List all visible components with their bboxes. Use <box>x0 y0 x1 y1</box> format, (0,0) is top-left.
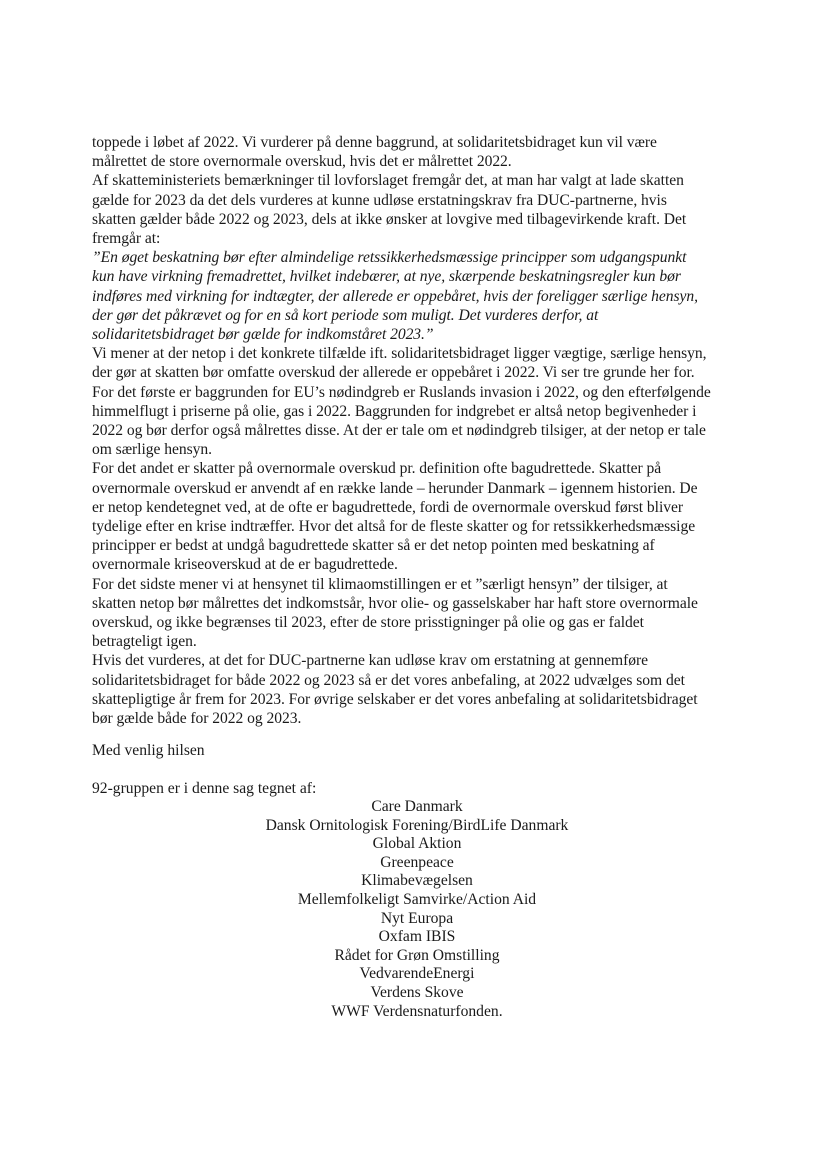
body-line: skattepligtige år frem for 2023. For øvrige selskaber er det vores anbefaling at solidaritetsbidraget <box>92 690 698 708</box>
body-line: der gør at skatten bør omfatte overskud der allerede er oppebåret i 2022. Vi ser tre grunde her for. <box>92 364 695 382</box>
quote-line: ”En øget beskatning bør efter almindelige retssikkerhedsmæssige principper som udgangspunkt <box>92 249 687 267</box>
body-line: overnormale overskud er anvendt af en række lande – herunder Danmark – igennem historien. De <box>92 479 698 497</box>
body-line: Hvis det vurderes, at det for DUC-partnerne kan udløse krav om erstatning at gennemføre <box>92 652 648 670</box>
organization-name: Klimabevægelsen <box>361 872 473 890</box>
body-line: Vi mener at der netop i det konkrete tilfælde ift. solidaritetsbidraget ligger vægtige, særlige hensyn, <box>92 345 707 363</box>
body-line: gælde for 2023 da det dels vurderes at kunne udløse erstatningskrav fra DUC-partnerne, hvis <box>92 191 667 209</box>
body-line: skatten gælder både 2022 og 2023, dels at ikke ønsker at lovgive med tilbagevirkende kraft. Det <box>92 210 687 228</box>
quote-line: indføres med virkning for indtægter, der allerede er oppebåret, hvis der foreligger særlige hensyn, <box>92 287 699 305</box>
quote-line: kun have virkning fremadrettet, hvilket indebærer, at nye, skærpende beskatningsregler kun bør <box>92 268 681 286</box>
body-line: For det sidste mener vi at hensynet til klimaomstillingen er et ”særligt hensyn” der tilsiger, at <box>92 575 668 593</box>
body-line: skatten netop bør målrettes det indkomstsår, hvor olie- og gasselskaber har haft store overnormale <box>92 594 698 612</box>
body-line: overskud, og ikke begrænses til 2023, efter de store prisstigninger på olie og gas er faldet <box>92 614 644 632</box>
organization-name: Verdens Skove <box>370 983 464 1001</box>
body-line: toppede i løbet af 2022. Vi vurderer på denne baggrund, at solidaritetsbidraget kun vil være <box>92 134 657 151</box>
closing-salutation: Med venlig hilsen <box>92 742 205 759</box>
body-line: 2022 og bør derfor også målrettes disse. At der er tale om et nødindgreb tilsiger, at der netop er tale <box>92 422 706 440</box>
organization-name: Oxfam IBIS <box>378 928 456 946</box>
letter-body <box>92 133 742 728</box>
organization-name: Global Aktion <box>372 835 462 853</box>
body-line: solidaritetsbidraget for både 2022 og 2023 så er det vores anbefaling, at 2022 udvælges som det <box>92 671 685 689</box>
body-line: målrettet de store overnormale overskud, hvis det er målrettet 2022. <box>92 153 512 171</box>
organization-name: VedvarendeEnergi <box>359 965 475 983</box>
organization-name: WWF Verdensnaturfonden. <box>331 1002 503 1020</box>
quote-line: solidaritetsbidraget bør gælde for indkomståret 2023.” <box>92 326 434 344</box>
body-line: For det andet er skatter på overnormale overskud pr. definition ofte bagudrettede. Skatter på <box>92 460 662 478</box>
organization-name: Nyt Europa <box>380 909 454 927</box>
body-line: tydelige efter en krise indtræffer. Hvor det altså for de fleste skatter og for retssikkerhedsmæssige <box>92 518 696 536</box>
organization-name: Care Danmark <box>371 798 463 815</box>
body-line: principper er bedst at undgå bagudrettede skatter så er det netop pointen med beskatning af <box>92 537 655 555</box>
body-line: betragteligt igen. <box>92 633 197 651</box>
signatories-intro: 92-gruppen er i denne sag tegnet af: <box>92 780 317 797</box>
organization-name: Rådet for Grøn Omstilling <box>334 946 500 964</box>
body-line: er netop kendetegnet ved, at de ofte er bagudrettede, fordi de overnormale overskud først bliver <box>92 498 683 516</box>
quote-line: der gør det påkrævet og for en så kort periode som muligt. Det vurderes derfor, at <box>92 306 599 324</box>
organization-name: Dansk Ornitologisk Forening/BirdLife Danmark <box>265 816 569 834</box>
body-line: overnormale kriseoverskud at de er bagudrettede. <box>92 556 398 574</box>
body-line: himmelflugt i priserne på olie, gas i 2022. Baggrunden for indgrebet er altså netop begivenheder i <box>92 402 697 420</box>
organization-list <box>92 798 742 1021</box>
body-line: For det første er baggrunden for EU’s nødindgreb er Ruslands invasion i 2022, og den efterfølgende <box>92 383 711 401</box>
body-line: Af skatteministeriets bemærkninger til lovforslaget fremgår det, at man har valgt at lade skatten <box>92 172 684 190</box>
body-line: fremgår at: <box>92 230 161 248</box>
organization-name: Mellemfolkeligt Samvirke/Action Aid <box>297 890 537 908</box>
body-line: om særlige hensyn. <box>92 441 212 459</box>
body-line: bør gælde både for 2022 og 2023. <box>92 710 302 728</box>
organization-name: Greenpeace <box>380 853 454 871</box>
